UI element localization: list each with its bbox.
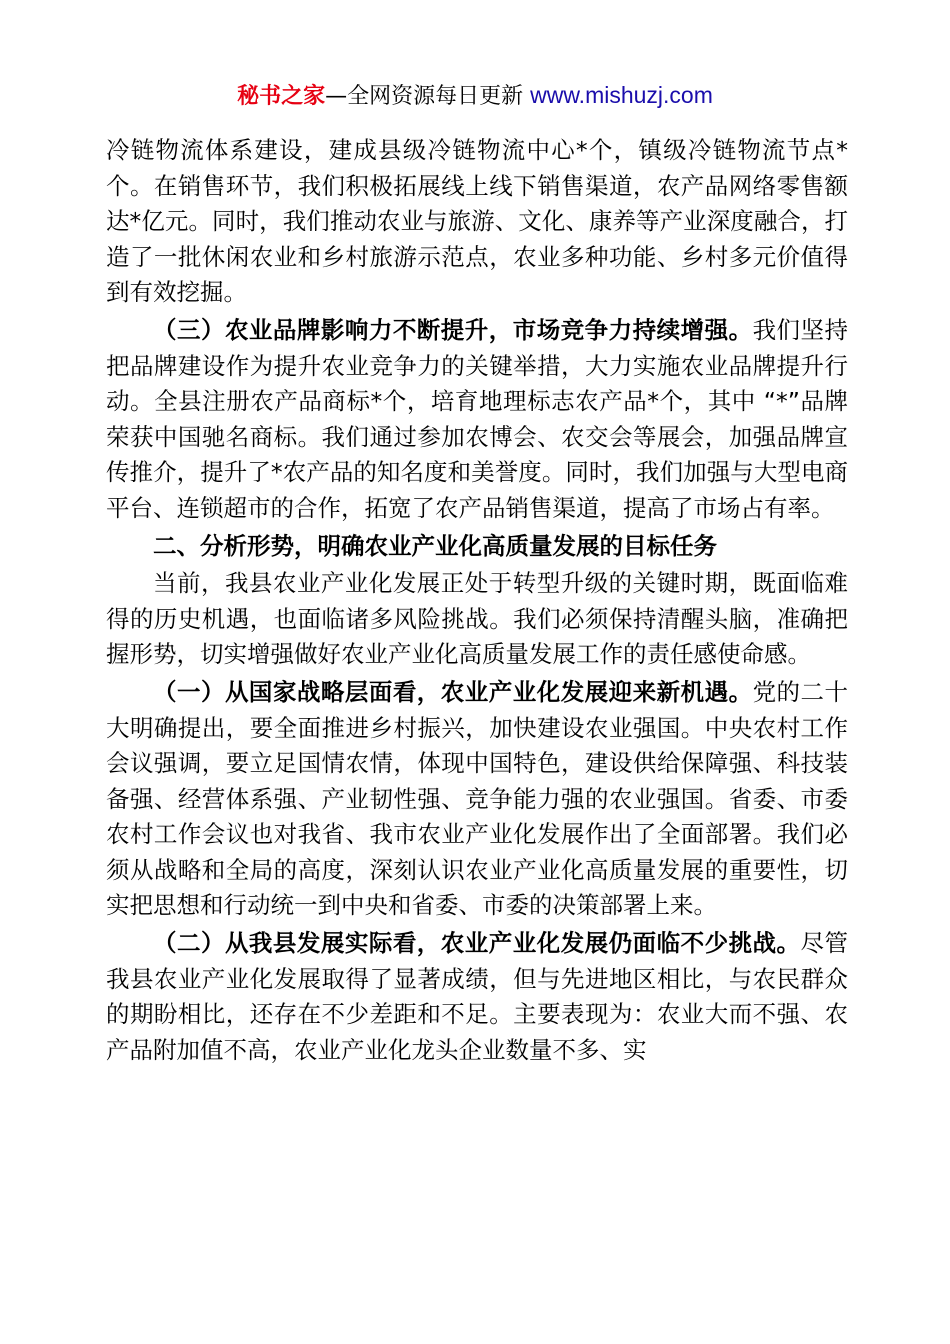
paragraph-3-text: 当前，我县农业产业化发展正处于转型升级的关键时期，既面临难得的历史机遇，也面临诸多风险挑战。我们必须保持清醒头脑，准确把握形势，切实增强做好农业产业化高质量发展工作的责任感使命感。 (106, 569, 848, 669)
paragraph-5 (106, 926, 848, 1068)
paragraph-5-heading: （二）从我县发展实际看，农业产业化发展仍面临不少挑战。 (153, 929, 801, 958)
page-header (0, 78, 950, 114)
paragraph-4 (106, 675, 848, 924)
section-heading-text: 二、分析形势，明确农业产业化高质量发展的目标任务 (153, 531, 717, 560)
paragraph-4-heading: （一）从国家战略层面看，农业产业化发展迎来新机遇。 (153, 677, 753, 706)
brand-name: 秘书之家 (237, 84, 326, 109)
paragraph-3 (106, 566, 848, 673)
paragraph-1 (106, 133, 848, 311)
paragraph-2-heading: （三）农业品牌影响力不断提升，市场竞争力持续增强。 (153, 315, 753, 344)
paragraph-1-text: 冷链物流体系建设，建成县级冷链物流中心*个，镇级冷链物流节点*个。在销售环节，我们积极拓展线上线下销售渠道，农产品网络零售额达*亿元。同时，我们推动农业与旅游、文化、康养等产业深度融合，打造了一批休闲农业和乡村旅游示范点，农业多种功能、乡村多元价值得到有效挖掘。 (106, 136, 848, 307)
paragraph-4-text: 党的二十大明确提出，要全面推进乡村振兴，加快建设农业强国。中央农村工作会议强调，要立足国情农情，体现中国特色，建设供给保障强、科技装备强、经营体系强、产业韧性强、竞争能力强的农业强国。省委、市委农村工作会议也对我省、我市农业产业化发展作出了全面部署。我们必须从战略和全局的高度，深刻认识农业产业化高质量发展的重要性，切实把思想和行动统一到中央和省委、市委的决策部署上来。 (106, 677, 849, 920)
header-tagline: —全网资源每日更新 (325, 84, 531, 109)
site-url-link[interactable]: www.mishuzj.com (530, 82, 713, 108)
document-body (106, 133, 848, 1068)
paragraph-2-text: 我们坚持把品牌建设作为提升农业竞争力的关键举措，大力实施农业品牌提升行动。全县注册农产品商标*个，培育地理标志农产品*个，其中 “*”品牌荣获中国驰名商标。我们通过参加农博会、农交会等展会，加强品牌宣传推介，提升了*农产品的知名度和美誉度。同时，我们加强与大型电商平台、连锁超市的合作，拓宽了农产品销售渠道，提高了市场占有率。 (106, 315, 849, 522)
paragraph-2 (106, 313, 848, 527)
section-heading (106, 529, 848, 565)
paragraph-5-text: 尽管我县农业产业化发展取得了显著成绩，但与先进地区相比，与农民群众的期盼相比，还存在不少差距和不足。主要表现为：农业大而不强、农产品附加值不高，农业产业化龙头企业数量不多、实 (106, 929, 849, 1064)
